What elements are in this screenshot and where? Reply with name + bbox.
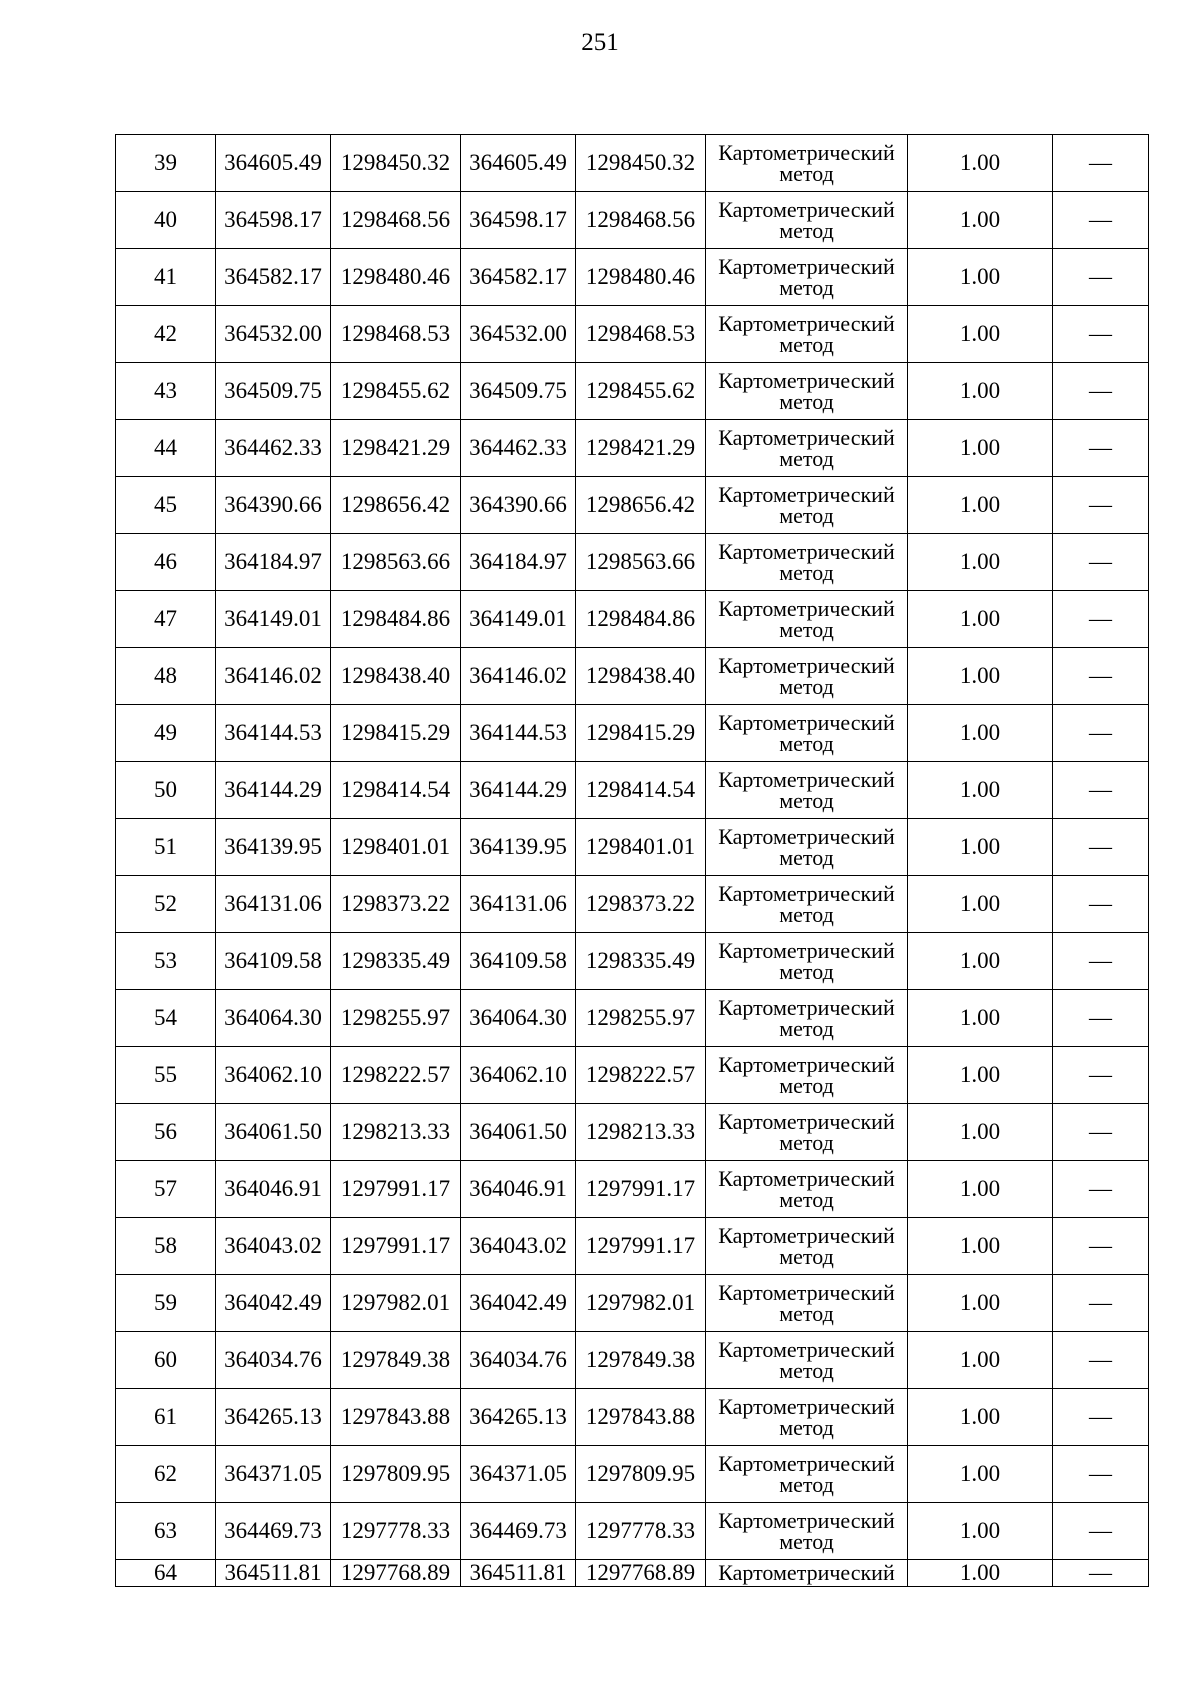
y-existing-cell: 1297982.01: [331, 1275, 461, 1332]
y-new-cell: 1298563.66: [576, 534, 706, 591]
x-existing-cell: 364184.97: [216, 534, 331, 591]
x-existing-cell: 364149.01: [216, 591, 331, 648]
method-line-2: метод: [779, 503, 834, 528]
y-existing-cell: 1298415.29: [331, 705, 461, 762]
y-new-cell: 1298468.53: [576, 306, 706, 363]
point-number-cell: 50: [116, 762, 216, 819]
accuracy-cell: 1.00: [908, 876, 1053, 933]
note-cell: —: [1053, 762, 1149, 819]
y-existing-cell: 1298450.32: [331, 135, 461, 192]
y-new-cell: 1298480.46: [576, 249, 706, 306]
accuracy-cell: 1.00: [908, 306, 1053, 363]
x-new-cell: 364062.10: [461, 1047, 576, 1104]
table-row: [116, 1446, 1149, 1503]
accuracy-cell: 1.00: [908, 1446, 1053, 1503]
method-line-2: метод: [779, 1187, 834, 1212]
point-number-cell: 45: [116, 477, 216, 534]
y-new-cell: 1298415.29: [576, 705, 706, 762]
point-number-cell: 62: [116, 1446, 216, 1503]
x-existing-cell: 364061.50: [216, 1104, 331, 1161]
method-line-1: Картометрический: [718, 653, 895, 678]
method-line-2: метод: [779, 1301, 834, 1326]
note-cell: —: [1053, 306, 1149, 363]
accuracy-cell: 1.00: [908, 534, 1053, 591]
x-new-cell: 364582.17: [461, 249, 576, 306]
note-cell: —: [1053, 933, 1149, 990]
x-new-cell: 364149.01: [461, 591, 576, 648]
method-line-2: метод: [779, 560, 834, 585]
method-cell: [706, 705, 908, 762]
table-row: [116, 363, 1149, 420]
method-cell: [706, 990, 908, 1047]
method-line-2: метод: [779, 389, 834, 414]
method-cell: [706, 1161, 908, 1218]
page-number: 251: [581, 29, 619, 56]
point-number-cell: 54: [116, 990, 216, 1047]
note-cell: —: [1053, 1446, 1149, 1503]
method-cell: [706, 1503, 908, 1560]
x-new-cell: 364131.06: [461, 876, 576, 933]
table-row: [116, 249, 1149, 306]
method-cell: [706, 363, 908, 420]
table-row: [116, 1104, 1149, 1161]
method-line-2: метод: [779, 731, 834, 756]
point-number-cell: 39: [116, 135, 216, 192]
method-line-2: метод: [779, 446, 834, 471]
note-cell: —: [1053, 1389, 1149, 1446]
x-new-cell: 364605.49: [461, 135, 576, 192]
y-existing-cell: 1298468.53: [331, 306, 461, 363]
y-new-cell: 1298335.49: [576, 933, 706, 990]
accuracy-cell: 1.00: [908, 1047, 1053, 1104]
x-existing-cell: 364139.95: [216, 819, 331, 876]
accuracy-cell: 1.00: [908, 1275, 1053, 1332]
x-new-cell: 364046.91: [461, 1161, 576, 1218]
x-new-cell: 364043.02: [461, 1218, 576, 1275]
method-line-1: Картометрический: [718, 710, 895, 735]
point-number-cell: 56: [116, 1104, 216, 1161]
method-cell: [706, 420, 908, 477]
table-row: [116, 192, 1149, 249]
x-existing-cell: 364532.00: [216, 306, 331, 363]
x-new-cell: 364061.50: [461, 1104, 576, 1161]
method-line-1: Картометрический: [718, 368, 895, 393]
method-line-1: Картометрический: [718, 311, 895, 336]
accuracy-cell: 1.00: [908, 420, 1053, 477]
x-existing-cell: 364042.49: [216, 1275, 331, 1332]
method-line-1: Картометрический: [718, 1109, 895, 1134]
method-cell: [706, 135, 908, 192]
x-existing-cell: 364146.02: [216, 648, 331, 705]
y-existing-cell: 1298401.01: [331, 819, 461, 876]
method-line-2: метод: [779, 1130, 834, 1155]
x-new-cell: 364532.00: [461, 306, 576, 363]
method-line-2: метод: [779, 1073, 834, 1098]
method-cell: [706, 591, 908, 648]
accuracy-cell: 1.00: [908, 705, 1053, 762]
point-number-cell: 64: [116, 1560, 216, 1587]
y-new-cell: 1298222.57: [576, 1047, 706, 1104]
accuracy-cell: 1.00: [908, 192, 1053, 249]
method-cell: [706, 1218, 908, 1275]
method-line-1: Картометрический: [718, 197, 895, 222]
y-existing-cell: 1298414.54: [331, 762, 461, 819]
x-existing-cell: 364144.29: [216, 762, 331, 819]
y-existing-cell: 1297809.95: [331, 1446, 461, 1503]
method-line-2: метод: [779, 674, 834, 699]
accuracy-cell: 1.00: [908, 249, 1053, 306]
accuracy-cell: 1.00: [908, 762, 1053, 819]
method-cell: [706, 1104, 908, 1161]
method-line-1: Картометрический: [718, 1052, 895, 1077]
note-cell: —: [1053, 1560, 1149, 1587]
y-existing-cell: 1298213.33: [331, 1104, 461, 1161]
point-number-cell: 48: [116, 648, 216, 705]
method-line-2: метод: [779, 1358, 834, 1383]
table-row: [116, 306, 1149, 363]
y-existing-cell: 1298373.22: [331, 876, 461, 933]
method-cell: [706, 819, 908, 876]
note-cell: —: [1053, 1503, 1149, 1560]
table-body: [116, 135, 1149, 1587]
y-new-cell: 1298401.01: [576, 819, 706, 876]
note-cell: —: [1053, 249, 1149, 306]
method-line-1: Картометрический: [718, 539, 895, 564]
x-new-cell: 364042.49: [461, 1275, 576, 1332]
y-existing-cell: 1298480.46: [331, 249, 461, 306]
y-existing-cell: 1298563.66: [331, 534, 461, 591]
y-new-cell: 1297849.38: [576, 1332, 706, 1389]
x-existing-cell: 364371.05: [216, 1446, 331, 1503]
y-existing-cell: 1298656.42: [331, 477, 461, 534]
method-line-2: метод: [779, 1244, 834, 1269]
method-line-2: метод: [779, 902, 834, 927]
note-cell: —: [1053, 534, 1149, 591]
x-new-cell: 364109.58: [461, 933, 576, 990]
table-row: [116, 1275, 1149, 1332]
table-row: [116, 1161, 1149, 1218]
x-new-cell: 364371.05: [461, 1446, 576, 1503]
method-line-1: Картометрический: [718, 881, 895, 906]
table-row: [116, 1560, 1149, 1587]
method-line-2: метод: [779, 161, 834, 186]
note-cell: —: [1053, 990, 1149, 1047]
point-number-cell: 46: [116, 534, 216, 591]
point-number-cell: 51: [116, 819, 216, 876]
y-new-cell: 1298468.56: [576, 192, 706, 249]
x-existing-cell: 364469.73: [216, 1503, 331, 1560]
accuracy-cell: 1.00: [908, 933, 1053, 990]
x-existing-cell: 364265.13: [216, 1389, 331, 1446]
table-row: [116, 420, 1149, 477]
method-cell: [706, 933, 908, 990]
note-cell: —: [1053, 1218, 1149, 1275]
y-new-cell: 1298414.54: [576, 762, 706, 819]
table-row: [116, 1047, 1149, 1104]
method-line-2: метод: [779, 845, 834, 870]
table-row: [116, 591, 1149, 648]
method-line-1: Картометрический: [718, 140, 895, 165]
method-line-1: Картометрический: [718, 938, 895, 963]
method-cell: [706, 192, 908, 249]
note-cell: —: [1053, 705, 1149, 762]
accuracy-cell: 1.00: [908, 135, 1053, 192]
x-existing-cell: 364034.76: [216, 1332, 331, 1389]
accuracy-cell: 1.00: [908, 1560, 1053, 1587]
y-new-cell: 1297982.01: [576, 1275, 706, 1332]
point-number-cell: 57: [116, 1161, 216, 1218]
x-existing-cell: 364046.91: [216, 1161, 331, 1218]
y-existing-cell: 1297991.17: [331, 1161, 461, 1218]
x-existing-cell: 364598.17: [216, 192, 331, 249]
note-cell: —: [1053, 819, 1149, 876]
point-number-cell: 42: [116, 306, 216, 363]
accuracy-cell: 1.00: [908, 990, 1053, 1047]
note-cell: —: [1053, 648, 1149, 705]
x-new-cell: 364265.13: [461, 1389, 576, 1446]
y-new-cell: 1298255.97: [576, 990, 706, 1047]
method-line-2: метод: [779, 1016, 834, 1041]
x-existing-cell: 364062.10: [216, 1047, 331, 1104]
method-line-2: метод: [779, 1472, 834, 1497]
x-new-cell: 364390.66: [461, 477, 576, 534]
y-new-cell: 1297843.88: [576, 1389, 706, 1446]
table-row: [116, 135, 1149, 192]
x-existing-cell: 364043.02: [216, 1218, 331, 1275]
point-number-cell: 43: [116, 363, 216, 420]
point-number-cell: 58: [116, 1218, 216, 1275]
accuracy-cell: 1.00: [908, 1161, 1053, 1218]
y-new-cell: 1297778.33: [576, 1503, 706, 1560]
y-existing-cell: 1298468.56: [331, 192, 461, 249]
method-line-1: Картометрический: [718, 767, 895, 792]
y-new-cell: 1297768.89: [576, 1560, 706, 1587]
point-number-cell: 55: [116, 1047, 216, 1104]
table-row: [116, 534, 1149, 591]
y-existing-cell: 1298335.49: [331, 933, 461, 990]
method-line-1: Картометрический: [718, 995, 895, 1020]
y-new-cell: 1298656.42: [576, 477, 706, 534]
x-new-cell: 364462.33: [461, 420, 576, 477]
x-existing-cell: 364582.17: [216, 249, 331, 306]
method-line-1: Картометрический: [718, 1394, 895, 1419]
method-line-2: метод: [779, 1529, 834, 1554]
point-number-cell: 52: [116, 876, 216, 933]
x-new-cell: 364146.02: [461, 648, 576, 705]
method-line-2: метод: [779, 617, 834, 642]
y-new-cell: 1298213.33: [576, 1104, 706, 1161]
x-new-cell: 364064.30: [461, 990, 576, 1047]
y-existing-cell: 1298455.62: [331, 363, 461, 420]
accuracy-cell: 1.00: [908, 1218, 1053, 1275]
method-cell: [706, 249, 908, 306]
table-row: [116, 477, 1149, 534]
point-number-cell: 59: [116, 1275, 216, 1332]
point-number-cell: 63: [116, 1503, 216, 1560]
method-line-2: метод: [779, 332, 834, 357]
x-existing-cell: 364511.81: [216, 1560, 331, 1587]
method-cell: [706, 876, 908, 933]
accuracy-cell: 1.00: [908, 1332, 1053, 1389]
y-existing-cell: 1297778.33: [331, 1503, 461, 1560]
method-line-2: метод: [779, 1415, 834, 1440]
method-line-1: Картометрический: [718, 1280, 895, 1305]
method-line-1: Картометрический: [718, 1560, 895, 1585]
point-number-cell: 61: [116, 1389, 216, 1446]
accuracy-cell: 1.00: [908, 1104, 1053, 1161]
table-row: [116, 876, 1149, 933]
accuracy-cell: 1.00: [908, 648, 1053, 705]
y-existing-cell: 1297991.17: [331, 1218, 461, 1275]
y-existing-cell: 1298222.57: [331, 1047, 461, 1104]
method-line-1: Картометрический: [718, 482, 895, 507]
method-line-1: Картометрический: [718, 1223, 895, 1248]
x-existing-cell: 364605.49: [216, 135, 331, 192]
note-cell: —: [1053, 1104, 1149, 1161]
method-cell: [706, 762, 908, 819]
method-line-1: Картометрический: [718, 596, 895, 621]
accuracy-cell: 1.00: [908, 591, 1053, 648]
x-new-cell: 364598.17: [461, 192, 576, 249]
y-new-cell: 1298455.62: [576, 363, 706, 420]
table-row: [116, 648, 1149, 705]
x-new-cell: 364144.53: [461, 705, 576, 762]
note-cell: —: [1053, 876, 1149, 933]
method-line-1: Картометрический: [718, 425, 895, 450]
note-cell: —: [1053, 420, 1149, 477]
accuracy-cell: 1.00: [908, 477, 1053, 534]
method-line-1: Картометрический: [718, 1337, 895, 1362]
point-number-cell: 41: [116, 249, 216, 306]
note-cell: —: [1053, 363, 1149, 420]
table-row: [116, 933, 1149, 990]
y-new-cell: 1298421.29: [576, 420, 706, 477]
table-row: [116, 1332, 1149, 1389]
accuracy-cell: 1.00: [908, 363, 1053, 420]
point-number-cell: 40: [116, 192, 216, 249]
accuracy-cell: 1.00: [908, 1503, 1053, 1560]
note-cell: —: [1053, 135, 1149, 192]
x-existing-cell: 364462.33: [216, 420, 331, 477]
x-existing-cell: 364144.53: [216, 705, 331, 762]
x-new-cell: 364469.73: [461, 1503, 576, 1560]
table-row: [116, 1503, 1149, 1560]
y-existing-cell: 1297768.89: [331, 1560, 461, 1587]
method-line-2: метод: [779, 788, 834, 813]
point-number-cell: 47: [116, 591, 216, 648]
method-cell: [706, 1275, 908, 1332]
method-cell: [706, 477, 908, 534]
y-new-cell: 1298484.86: [576, 591, 706, 648]
x-existing-cell: 364131.06: [216, 876, 331, 933]
y-new-cell: 1298438.40: [576, 648, 706, 705]
method-line-2: метод: [779, 218, 834, 243]
coordinates-table: [115, 134, 1149, 1587]
point-number-cell: 49: [116, 705, 216, 762]
y-existing-cell: 1298484.86: [331, 591, 461, 648]
method-cell: [706, 1446, 908, 1503]
x-existing-cell: 364509.75: [216, 363, 331, 420]
method-line-1: Картометрический: [718, 1166, 895, 1191]
x-new-cell: 364144.29: [461, 762, 576, 819]
x-new-cell: 364509.75: [461, 363, 576, 420]
table-row: [116, 1218, 1149, 1275]
note-cell: —: [1053, 1047, 1149, 1104]
method-line-1: Картометрический: [718, 254, 895, 279]
table-row: [116, 762, 1149, 819]
method-cell: [706, 306, 908, 363]
note-cell: —: [1053, 1161, 1149, 1218]
method-line-1: Картометрический: [718, 1451, 895, 1476]
note-cell: —: [1053, 591, 1149, 648]
y-existing-cell: 1298421.29: [331, 420, 461, 477]
method-line-2: метод: [779, 275, 834, 300]
note-cell: —: [1053, 1275, 1149, 1332]
method-line-1: Картометрический: [718, 824, 895, 849]
y-existing-cell: 1298255.97: [331, 990, 461, 1047]
x-existing-cell: 364109.58: [216, 933, 331, 990]
table-row: [116, 819, 1149, 876]
method-cell: [706, 534, 908, 591]
y-new-cell: 1298373.22: [576, 876, 706, 933]
y-new-cell: 1298450.32: [576, 135, 706, 192]
note-cell: —: [1053, 477, 1149, 534]
x-new-cell: 364511.81: [461, 1560, 576, 1587]
method-cell: [706, 1047, 908, 1104]
table-row: [116, 1389, 1149, 1446]
point-number-cell: 44: [116, 420, 216, 477]
accuracy-cell: 1.00: [908, 819, 1053, 876]
y-existing-cell: 1297849.38: [331, 1332, 461, 1389]
method-line-2: метод: [779, 959, 834, 984]
x-new-cell: 364034.76: [461, 1332, 576, 1389]
method-line-1: Картометрический: [718, 1508, 895, 1533]
method-cell: [706, 1332, 908, 1389]
table-row: [116, 990, 1149, 1047]
point-number-cell: 60: [116, 1332, 216, 1389]
note-cell: —: [1053, 1332, 1149, 1389]
x-new-cell: 364139.95: [461, 819, 576, 876]
accuracy-cell: 1.00: [908, 1389, 1053, 1446]
method-cell: [706, 648, 908, 705]
y-new-cell: 1297991.17: [576, 1161, 706, 1218]
x-new-cell: 364184.97: [461, 534, 576, 591]
x-existing-cell: 364064.30: [216, 990, 331, 1047]
method-cell: [706, 1560, 908, 1587]
note-cell: —: [1053, 192, 1149, 249]
x-existing-cell: 364390.66: [216, 477, 331, 534]
y-new-cell: 1297809.95: [576, 1446, 706, 1503]
y-new-cell: 1297991.17: [576, 1218, 706, 1275]
point-number-cell: 53: [116, 933, 216, 990]
y-existing-cell: 1297843.88: [331, 1389, 461, 1446]
method-cell: [706, 1389, 908, 1446]
y-existing-cell: 1298438.40: [331, 648, 461, 705]
table-row: [116, 705, 1149, 762]
